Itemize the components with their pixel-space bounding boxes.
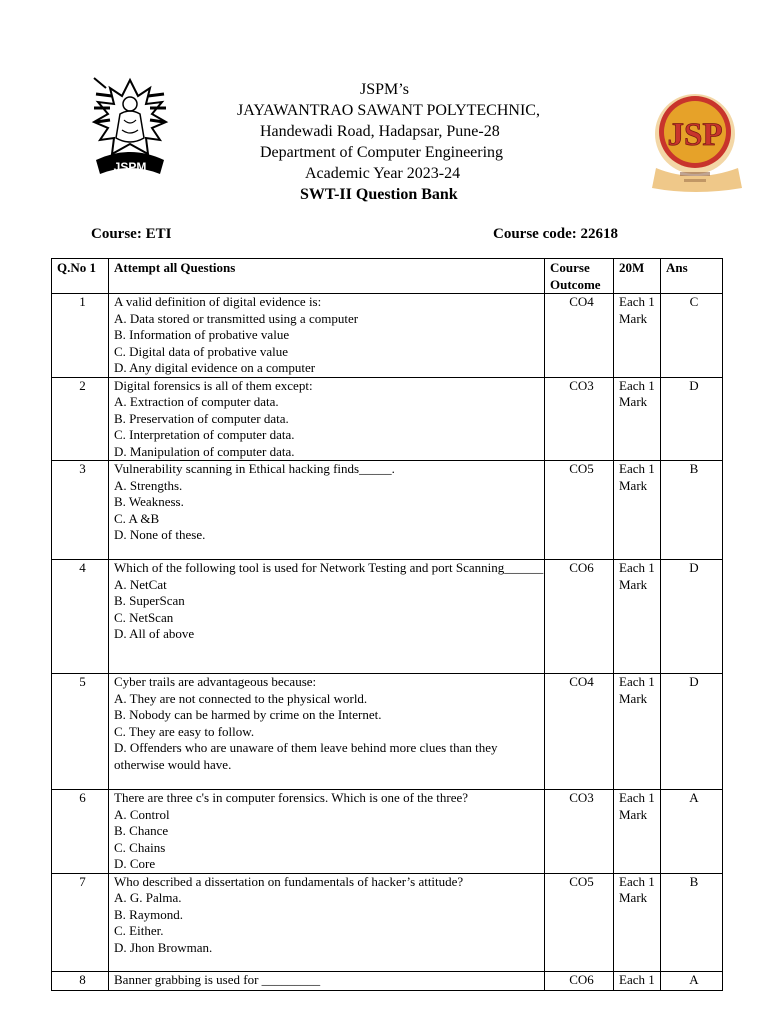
question-option: A. Extraction of computer data. xyxy=(114,394,279,409)
institute-name: JAYAWANTRAO SAWANT POLYTECHNIC, xyxy=(237,102,540,119)
question-option: D. Jhon Browman. xyxy=(114,939,213,955)
question-option: D. Any digital evidence on a computer xyxy=(114,360,316,375)
marks: Each 1 Mark xyxy=(614,674,661,790)
question-option: D. Offenders who are unaware of them leave behind more clues than they otherwise would have. xyxy=(114,740,498,772)
jspm-logo-text: JSPM xyxy=(113,160,147,174)
course-code: Course code: 22618 xyxy=(493,226,618,242)
marks: Each 1 Mark xyxy=(614,873,661,971)
table-row xyxy=(52,674,723,790)
question-option: C. They are easy to follow. xyxy=(114,723,255,739)
marks: Each 1 Mark xyxy=(614,560,661,674)
marks: Each 1 Mark xyxy=(614,294,661,378)
question-option: D. None of these. xyxy=(114,527,206,542)
question-stem: Banner grabbing is used for _________ xyxy=(114,971,321,987)
question-option: A. They are not connected to the physical world. xyxy=(114,690,368,706)
question-option: D. Core xyxy=(114,856,156,871)
course-name: Course: ETI xyxy=(91,226,172,242)
course-outcome: CO5 xyxy=(545,461,614,560)
answer: C xyxy=(661,294,723,378)
question-number: 6 xyxy=(52,790,109,874)
question-number: 7 xyxy=(52,873,109,971)
header-question: Attempt all Questions xyxy=(109,259,545,294)
answer: B xyxy=(661,461,723,560)
table-row xyxy=(52,560,723,674)
question-number: 4 xyxy=(52,560,109,674)
header-outcome: Course Outcome xyxy=(545,259,614,294)
header-qno: Q.No 1 xyxy=(52,259,109,294)
question-text xyxy=(109,790,545,874)
question-table xyxy=(51,258,723,991)
question-stem: Digital forensics is all of them except: xyxy=(114,377,313,393)
question-option: B. Raymond. xyxy=(114,906,183,922)
question-option: B. Weakness. xyxy=(114,494,184,509)
marks: Each 1 Mark xyxy=(614,790,661,874)
document-title: SWT-II Question Bank xyxy=(300,186,458,203)
table-row xyxy=(52,461,723,560)
question-option: B. SuperScan xyxy=(114,593,185,608)
question-stem: A valid definition of digital evidence is: xyxy=(114,294,322,309)
question-number: 8 xyxy=(52,971,109,990)
question-number: 3 xyxy=(52,461,109,560)
question-stem: Cyber trails are advantageous because: xyxy=(114,674,317,689)
question-option: B. Preservation of computer data. xyxy=(114,410,289,426)
question-text xyxy=(109,377,545,461)
question-option: C. A &B xyxy=(114,510,160,526)
table-row xyxy=(52,294,723,378)
course-outcome: CO6 xyxy=(545,560,614,674)
question-number: 2 xyxy=(52,377,109,461)
course-outcome: CO3 xyxy=(545,790,614,874)
question-option: A. G. Palma. xyxy=(114,890,182,905)
question-option: A. Data stored or transmitted using a computer xyxy=(114,310,359,326)
question-stem: There are three c's in computer forensics. Which is one of the three? xyxy=(114,790,469,805)
marks: Each 1 Mark xyxy=(614,461,661,560)
question-option: C. Digital data of probative value xyxy=(114,343,289,359)
question-text xyxy=(109,873,545,971)
answer: A xyxy=(661,971,723,990)
question-option: B. Nobody can be harmed by crime on the Internet. xyxy=(114,707,382,722)
answer: D xyxy=(661,674,723,790)
question-stem: Which of the following tool is used for Network Testing and port Scanning______ xyxy=(114,560,544,575)
question-text xyxy=(109,971,545,990)
question-rows xyxy=(52,294,723,991)
table-row xyxy=(52,971,723,990)
course-outcome: CO6 xyxy=(545,971,614,990)
question-text xyxy=(109,461,545,560)
question-option: C. Interpretation of computer data. xyxy=(114,427,295,442)
table-row xyxy=(52,873,723,971)
header-ans: Ans xyxy=(661,259,723,294)
question-number: 1 xyxy=(52,294,109,378)
jspm-logo xyxy=(90,74,170,184)
question-option: B. Information of probative value xyxy=(114,327,290,342)
table-row xyxy=(52,377,723,461)
question-option: A. Control xyxy=(114,806,170,822)
question-option: C. Chains xyxy=(114,839,166,855)
question-stem: Vulnerability scanning in Ethical hacking finds_____. xyxy=(114,461,395,476)
question-text xyxy=(109,294,545,378)
course-outcome: CO3 xyxy=(545,377,614,461)
header-line-1: JSPM’s xyxy=(360,81,409,98)
question-text xyxy=(109,674,545,790)
institute-address: Handewadi Road, Hadapsar, Pune-28 xyxy=(260,123,500,140)
marks: Each 1 Mark xyxy=(614,377,661,461)
question-option: C. Either. xyxy=(114,923,164,938)
answer: D xyxy=(661,560,723,674)
answer: B xyxy=(661,873,723,971)
question-text xyxy=(109,560,545,674)
answer: A xyxy=(661,790,723,874)
department-name: Department of Computer Engineering xyxy=(260,144,504,161)
question-option: C. NetScan xyxy=(114,609,174,625)
course-outcome: CO4 xyxy=(545,294,614,378)
course-outcome: CO5 xyxy=(545,873,614,971)
question-stem: Who described a dissertation on fundamentals of hacker’s attitude? xyxy=(114,873,464,889)
question-option: A. NetCat xyxy=(114,576,167,592)
question-number: 5 xyxy=(52,674,109,790)
question-option: B. Chance xyxy=(114,823,169,838)
answer: D xyxy=(661,377,723,461)
marks: Each 1 xyxy=(614,971,661,990)
question-option: A. Strengths. xyxy=(114,477,183,493)
question-option: D. All of above xyxy=(114,626,195,641)
table-header-row xyxy=(52,259,723,294)
table-row xyxy=(52,790,723,874)
course-outcome: CO4 xyxy=(545,674,614,790)
jsp-logo xyxy=(650,92,745,192)
question-option: D. Manipulation of computer data. xyxy=(114,443,295,459)
jsp-logo-text: JSP xyxy=(667,117,723,153)
academic-year: Academic Year 2023-24 xyxy=(305,165,461,182)
header-marks: 20M xyxy=(614,259,661,294)
